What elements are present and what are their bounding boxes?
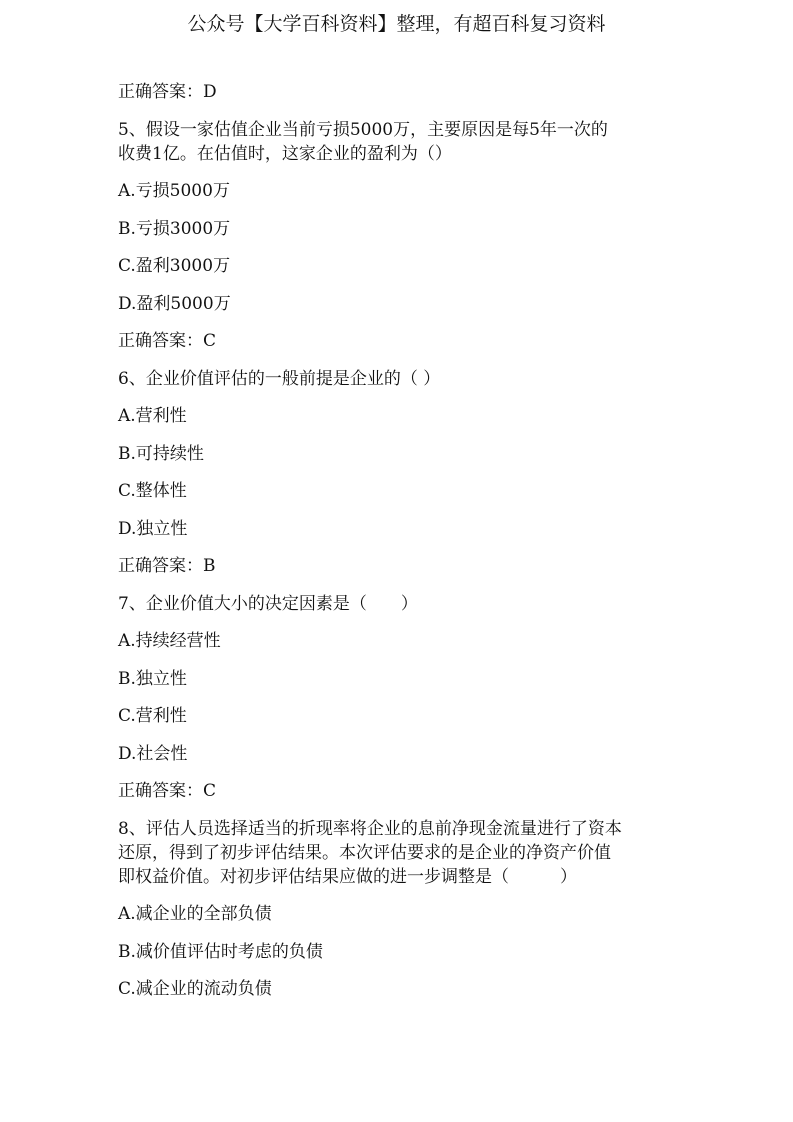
question-6 [118, 367, 678, 592]
question-stem: 7、企业价值大小的决定因素是（ ） [118, 593, 418, 614]
answer-line: 正确答案：D [118, 82, 217, 102]
question-stem: 即权益价值。对初步评估结果应做的进一步调整是（ ） [118, 866, 577, 887]
question-5 [118, 118, 678, 367]
option-a: A.减企业的全部负债 [118, 904, 272, 924]
answer-line: 正确答案：B [118, 556, 216, 576]
option-c: C.减企业的流动负债 [118, 979, 272, 999]
option-b: B.可持续性 [118, 443, 204, 464]
question-stem: 收费1亿。在估值时，这家企业的盈利为（） [118, 143, 452, 164]
question-stem: 8、评估人员选择适当的折现率将企业的息前净现金流量进行了资本 [118, 818, 622, 839]
option-a: A.亏损5000万 [118, 181, 230, 201]
option-c: C.整体性 [118, 481, 187, 501]
answer-line: 正确答案：C [118, 781, 217, 801]
answer-line: 正确答案：C [118, 331, 217, 351]
option-b: B.亏损3000万 [118, 218, 231, 239]
question-7 [118, 592, 678, 817]
document-body [118, 80, 678, 1001]
option-a: A.营利性 [118, 406, 187, 426]
option-c: C.营利性 [118, 706, 187, 726]
option-b: B.独立性 [118, 668, 187, 689]
option-a: A.持续经营性 [118, 631, 221, 651]
option-d: D.独立性 [118, 518, 188, 539]
page-header: 公众号【大学百科资料】整理，有超百科复习资料 [187, 13, 606, 35]
question-stem: 还原，得到了初步评估结果。本次评估要求的是企业的净资产价值 [118, 842, 611, 863]
question-8 [118, 817, 678, 1002]
option-c: C.盈利3000万 [118, 256, 231, 276]
option-d: D.盈利5000万 [118, 293, 231, 314]
question-stem: 6、企业价值评估的一般前提是企业的（ ） [118, 368, 441, 389]
option-b: B.减价值评估时考虑的负债 [118, 941, 323, 962]
question-stem: 5、假设一家估值企业当前亏损5000万，主要原因是每5年一次的 [118, 119, 608, 140]
option-d: D.社会性 [118, 743, 188, 764]
